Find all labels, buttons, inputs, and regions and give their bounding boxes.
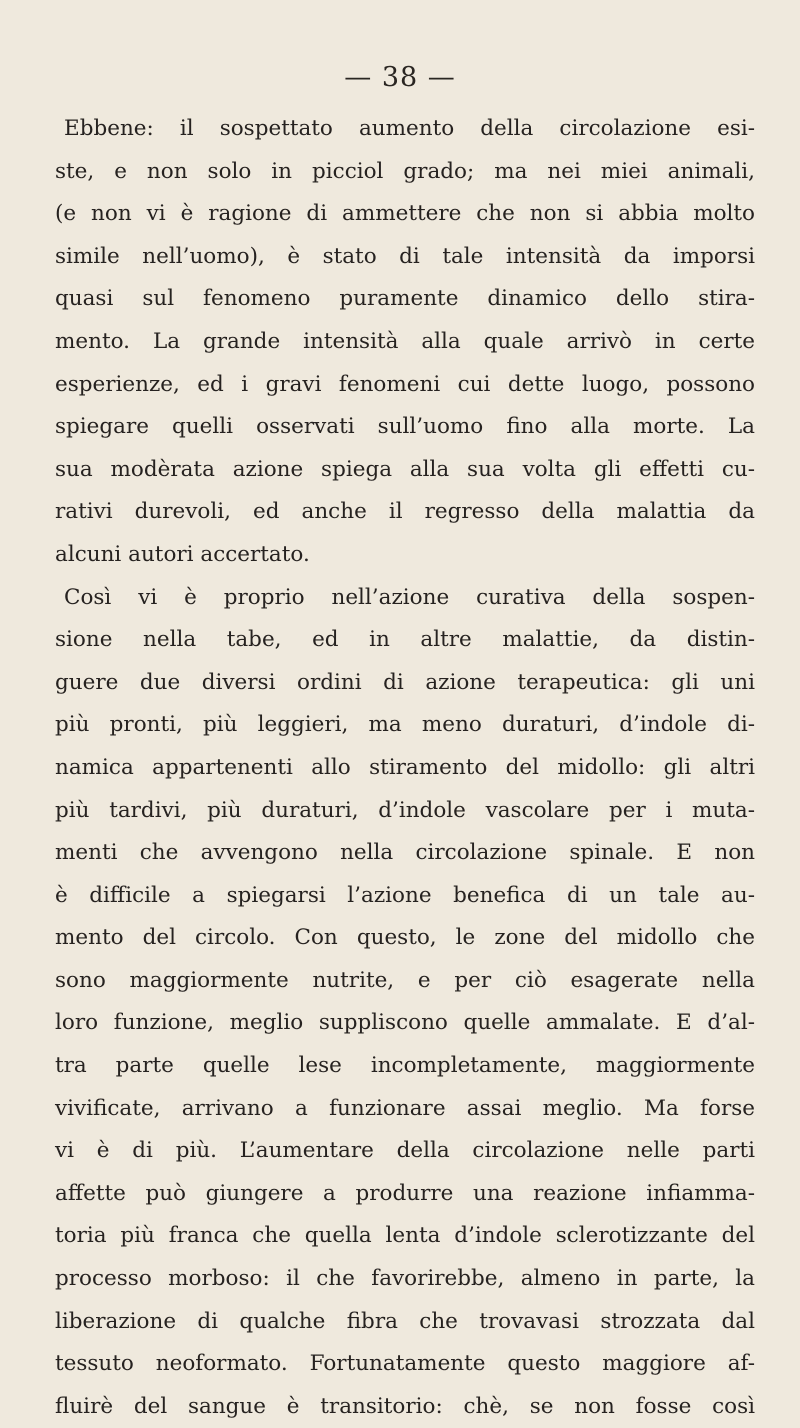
text-line: (e non vi è ragione di ammettere che non si abbia molto [55, 201, 755, 227]
text-line: affette può giungere a produrre una reazione infiamma- [55, 1180, 755, 1206]
text-line: quasi sul fenomeno puramente dinamico dello stira- [55, 286, 755, 312]
text-line: alcuni autori accertato. [55, 541, 310, 567]
text-line: mento del circolo. Con questo, le zone del midollo che [55, 925, 755, 951]
text-line: vi è di più. L’aumentare della circolazione nelle parti [55, 1138, 755, 1164]
text-line: vivificate, arrivano a funzionare assai meglio. Ma forse [55, 1095, 755, 1121]
text-line: ste, e non solo in picciol grado; ma nei miei animali, [55, 158, 755, 184]
page-number: — 38 — [344, 62, 456, 93]
text-line: sono maggiormente nutrite, e per ciò esagerate nella [55, 967, 755, 993]
text-line: loro funzione, meglio suppliscono quelle ammalate. E d’al- [55, 1010, 755, 1036]
text-line: sione nella tabe, ed in altre malattie, da distin- [55, 627, 755, 653]
text-line: spiegare quelli osservati sull’uomo fino alla morte. La [55, 414, 755, 440]
text-line: tra parte quelle lese incompletamente, maggiormente [55, 1053, 755, 1079]
text-line: guere due diversi ordini di azione terapeutica: gli uni [55, 669, 755, 695]
text-line: toria più franca che quella lenta d’indole sclerotizzante del [55, 1223, 755, 1249]
text-line: menti che avvengono nella circolazione spinale. E non [55, 840, 755, 866]
text-line: rativi durevoli, ed anche il regresso della malattia da [55, 499, 755, 525]
text-line: simile nell’uomo), è stato di tale intensità da imporsi [55, 243, 755, 269]
text-line: più tardivi, più duraturi, d’indole vascolare per i muta- [55, 797, 755, 823]
text-line: Così vi è proprio nell’azione curativa della sospen- [64, 584, 755, 610]
text-line: è difficile a spiegarsi l’azione benefica di un tale au- [55, 882, 755, 908]
text-line: più pronti, più leggieri, ma meno duraturi, d’indole di- [55, 712, 755, 738]
text-line: sua modèrata azione spiega alla sua volta gli effetti cu- [55, 456, 755, 482]
text-line: fluirè del sangue è transitorio: chè, se non fosse così [55, 1393, 755, 1419]
body-text [55, 108, 755, 1428]
text-line: tessuto neoformato. Fortunatamente questo maggiore af- [55, 1351, 755, 1377]
text-line: Ebbene: il sospettato aumento della circolazione esi- [64, 116, 755, 141]
text-line: liberazione di qualche fibra che trovavasi strozzata dal [55, 1308, 755, 1334]
text-line: processo morboso: il che favorirebbe, almeno in parte, la [55, 1266, 755, 1292]
text-line: mento. La grande intensità alla quale arrivò in certe [55, 328, 755, 354]
text-line: namica appartenenti allo stiramento del midollo: gli altri [55, 754, 755, 780]
text-line: esperienze, ed i gravi fenomeni cui dette luogo, possono [55, 371, 755, 397]
